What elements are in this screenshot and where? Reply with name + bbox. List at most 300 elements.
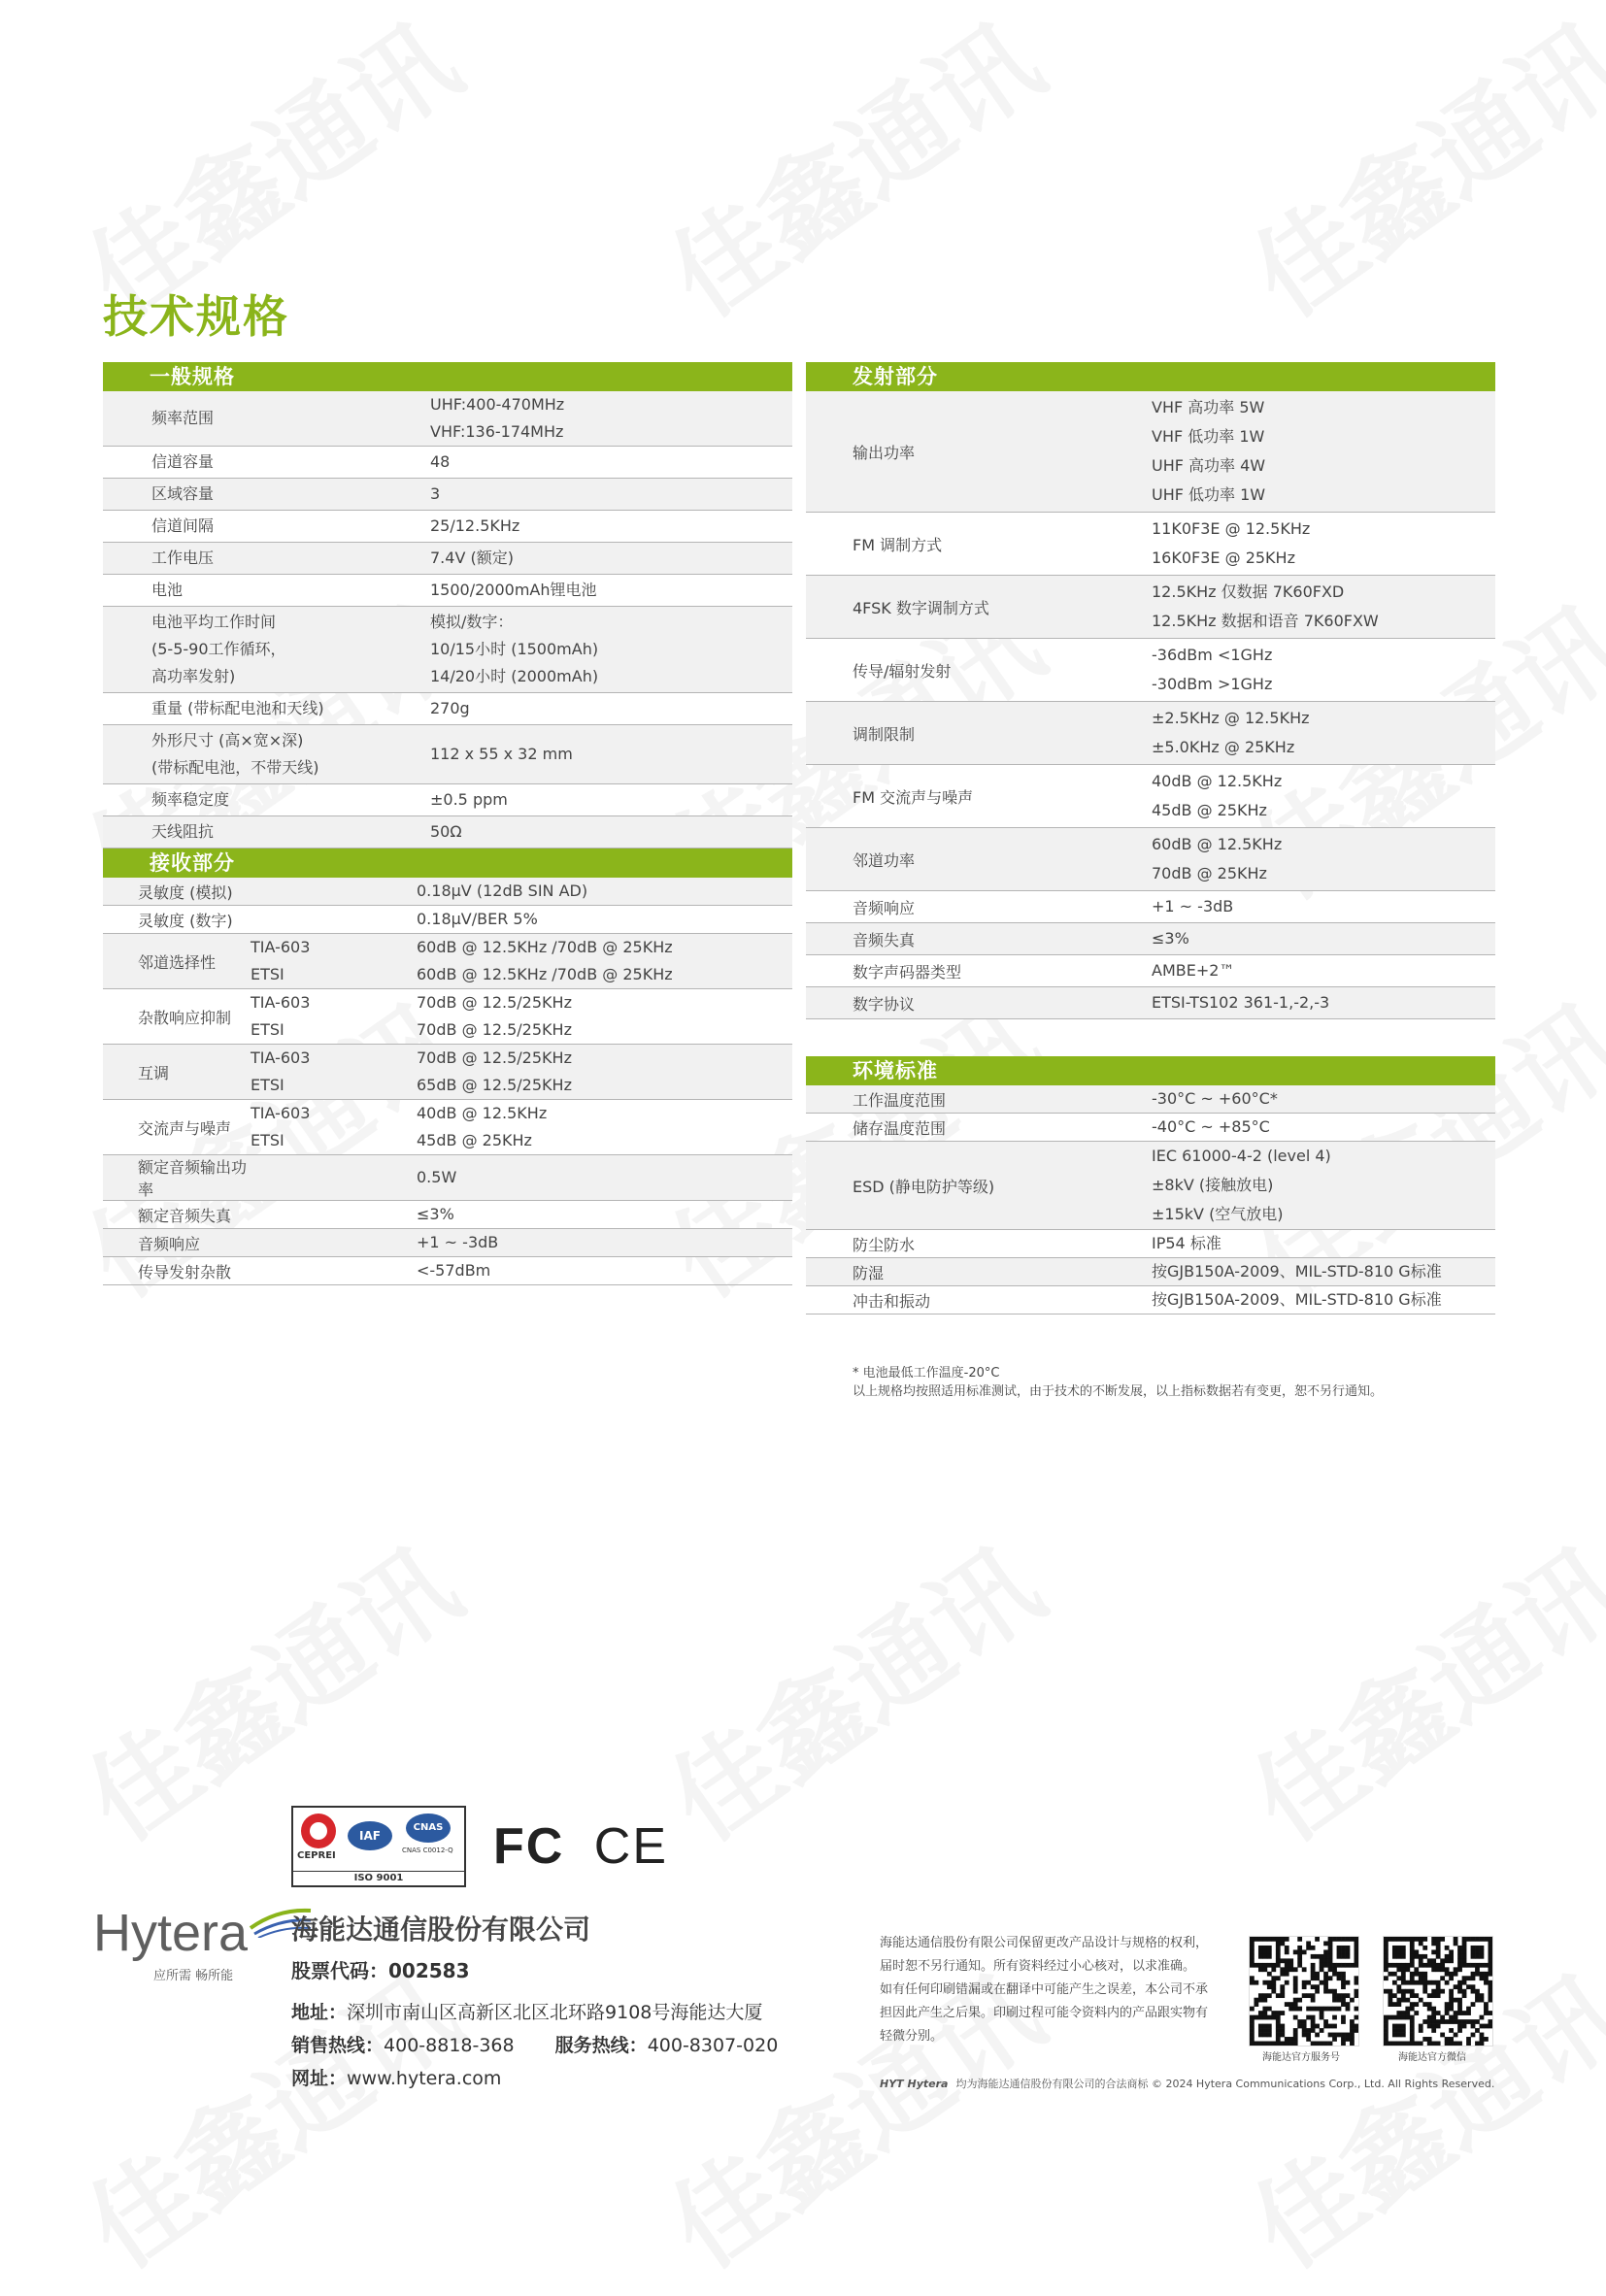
cell-line: UHF:400-470MHz — [430, 395, 565, 414]
spec-label: 防尘防水 — [806, 1230, 1152, 1258]
certification-logos — [291, 1806, 466, 1887]
spec-value — [1152, 391, 1495, 513]
cell-line: AMBE+2™ — [1152, 961, 1235, 980]
cell-lines — [417, 989, 792, 1044]
cell-line: 12.5KHz 仅数据 7K60FXD — [1152, 582, 1345, 601]
spec-label: 杂散响应抑制 — [103, 989, 251, 1045]
cell-line: +1 ~ -3dB — [417, 1233, 499, 1251]
cell-lines — [417, 878, 792, 905]
spec-row — [806, 391, 1495, 513]
spec-value — [1152, 891, 1495, 923]
spec-value — [430, 543, 792, 575]
cell-line: 14/20小时 (2000mAh) — [430, 667, 599, 685]
stock-value: 002583 — [388, 1959, 470, 1982]
spec-label: 调制限制 — [806, 702, 1152, 765]
spec-label: 额定音频输出功率 — [103, 1155, 251, 1201]
cell-lines — [417, 1100, 792, 1154]
cell-lines — [1152, 957, 1495, 984]
ce-mark: CE — [593, 1818, 669, 1875]
cell-lines — [1152, 893, 1495, 920]
spec-value — [417, 1229, 792, 1257]
cell-line: 60dB @ 12.5KHz /70dB @ 25KHz — [417, 965, 673, 983]
cell-line: 模拟/数字： — [430, 613, 514, 631]
hotlines — [291, 2031, 778, 2057]
cell-line: 70dB @ 12.5/25KHz — [417, 1048, 572, 1067]
qr-pattern — [1384, 1937, 1492, 2046]
cell-line: 60dB @ 12.5KHz — [1152, 835, 1283, 853]
cell-line: 12.5KHz 数据和语音 7K60FXW — [1152, 612, 1379, 630]
spec-value — [1152, 576, 1495, 639]
cell-line: 0.5W — [417, 1168, 457, 1186]
qr-pattern — [1250, 1937, 1358, 2046]
cell-lines — [1152, 704, 1495, 762]
cell-line: 3 — [430, 484, 441, 503]
cell-line: UHF 低功率 1W — [1152, 485, 1266, 504]
cell-line: (带标配电池，不带天线) — [151, 758, 319, 777]
cell-lines — [417, 1201, 792, 1228]
sales-value: 400-8818-368 — [384, 2035, 515, 2056]
spec-row — [103, 816, 792, 849]
spec-row — [806, 1142, 1495, 1230]
cell-line: 45dB @ 25KHz — [1152, 801, 1267, 819]
spec-standard — [251, 1155, 417, 1201]
general-spec-table — [103, 391, 792, 849]
cell-lines — [430, 577, 792, 604]
spec-row — [103, 1201, 792, 1229]
address — [291, 1998, 762, 2024]
spec-value — [1152, 639, 1495, 702]
watermark-text — [1219, 0, 1606, 345]
cell-lines — [151, 545, 430, 572]
cell-line: 40dB @ 12.5KHz — [1152, 772, 1283, 790]
cell-lines — [1152, 989, 1495, 1016]
spec-row — [103, 511, 792, 543]
iso-label: ISO 9001 — [293, 1871, 464, 1883]
legal-line: 届时恕不另行通知。所有资料经过小心核对，以求准确。 — [880, 1959, 1196, 1974]
spec-value — [1152, 1286, 1495, 1314]
spec-label — [103, 511, 430, 543]
spec-label: 音频响应 — [103, 1229, 251, 1257]
spec-value — [417, 878, 792, 906]
spec-value — [430, 511, 792, 543]
cell-lines — [151, 481, 430, 508]
address-label: 地址： — [291, 2002, 348, 2023]
spec-value — [1152, 923, 1495, 955]
cell-lines — [151, 405, 430, 432]
cell-line: 信道间隔 — [151, 516, 215, 535]
cell-line: (5-5-90工作循环， — [151, 640, 286, 658]
cell-lines — [151, 818, 430, 846]
cell-line: 270g — [430, 699, 470, 717]
spec-row — [103, 934, 792, 989]
spec-label: 额定音频失真 — [103, 1201, 251, 1229]
cell-line: 频率范围 — [151, 409, 215, 427]
cell-line: -36dBm <1GHz — [1152, 646, 1273, 664]
legal-line: 如有任何印刷错漏或在翻译中可能产生之误差，本公司不承 — [880, 1982, 1209, 1997]
cell-line: ETSI-TS102 361-1,-2,-3 — [1152, 993, 1330, 1012]
spec-row — [103, 479, 792, 511]
watermark-text — [1219, 1505, 1606, 1869]
cell-line: 40dB @ 12.5KHz — [417, 1104, 548, 1122]
cell-lines — [430, 818, 792, 846]
cell-line: 外形尺寸 (高×宽×深) — [151, 731, 304, 749]
environment-section-title: 环境标准 — [806, 1056, 1495, 1085]
spec-standard — [251, 934, 417, 989]
right-column — [806, 362, 1495, 1314]
spec-label: 储存温度范围 — [806, 1114, 1152, 1142]
spec-standard — [251, 1045, 417, 1100]
cnas-logo-icon: CNAS — [406, 1814, 451, 1843]
spec-label — [103, 607, 430, 693]
cell-line: 按GJB150A-2009、MIL-STD-810 G标准 — [1152, 1290, 1442, 1309]
spec-value — [430, 607, 792, 693]
spec-label: 灵敏度 (模拟) — [103, 878, 251, 906]
spec-standard — [251, 906, 417, 934]
spec-label — [103, 693, 430, 725]
spec-row — [806, 955, 1495, 987]
spec-row — [103, 989, 792, 1045]
cell-lines — [1152, 393, 1495, 510]
spec-label: 传导发射杂散 — [103, 1257, 251, 1285]
spec-row — [806, 576, 1495, 639]
cell-line: TIA-603 — [251, 1048, 311, 1067]
spec-value — [430, 479, 792, 511]
spec-row — [103, 607, 792, 693]
cell-line: 112 x 55 x 32 mm — [430, 745, 573, 763]
cell-lines — [417, 1257, 792, 1284]
cell-lines — [1152, 925, 1495, 952]
legal-notice — [880, 1932, 1229, 2048]
spec-row — [103, 543, 792, 575]
spec-value — [417, 906, 792, 934]
footnote-battery: * 电池最低工作温度-20°C — [853, 1366, 1000, 1381]
cell-lines — [1152, 830, 1495, 888]
spec-value — [430, 816, 792, 849]
spec-value — [1152, 987, 1495, 1019]
cell-lines — [417, 1229, 792, 1256]
spec-row — [103, 391, 792, 447]
spec-row — [806, 987, 1495, 1019]
spec-value — [430, 693, 792, 725]
stock-code — [291, 1955, 470, 1983]
legal-line: 海能达通信股份有限公司保留更改产品设计与规格的权利， — [880, 1936, 1209, 1950]
transmit-section-title: 发射部分 — [806, 362, 1495, 391]
spec-row — [103, 1155, 792, 1201]
spec-label: 音频失真 — [806, 923, 1152, 955]
environment-spec-table — [806, 1085, 1495, 1314]
spec-label: 互调 — [103, 1045, 251, 1100]
spec-label — [103, 784, 430, 816]
cell-line: 1500/2000mAh锂电池 — [430, 581, 597, 599]
spec-label: 邻道功率 — [806, 828, 1152, 891]
spec-label: 防湿 — [806, 1258, 1152, 1286]
cell-lines — [430, 741, 792, 768]
cell-line: 信道容量 — [151, 452, 215, 471]
spec-label: 输出功率 — [806, 391, 1152, 513]
cell-lines — [1152, 641, 1495, 699]
cell-lines — [251, 934, 417, 988]
cell-line: 电池平均工作时间 — [151, 613, 277, 631]
cell-line: -40°C ~ +85°C — [1152, 1117, 1270, 1136]
website — [291, 2064, 501, 2090]
cell-lines — [1152, 1085, 1495, 1113]
cell-lines — [430, 513, 792, 540]
spec-label: 传导/辐射发射 — [806, 639, 1152, 702]
spec-standard — [251, 1257, 417, 1285]
spec-value — [417, 989, 792, 1045]
spec-row — [806, 923, 1495, 955]
spec-row — [806, 1085, 1495, 1114]
cell-line: ≤3% — [1152, 929, 1189, 948]
spec-value — [1152, 1258, 1495, 1286]
cell-line: UHF 高功率 4W — [1152, 456, 1266, 475]
cell-line: 50Ω — [430, 822, 462, 841]
spec-label — [103, 391, 430, 447]
legal-line: 担因此产生之后果。印刷过程可能令资料内的产品跟实物有 — [880, 2006, 1209, 2020]
cell-line: ±15kV (空气放电) — [1152, 1205, 1284, 1223]
cell-lines — [151, 449, 430, 476]
cell-line: 70dB @ 12.5/25KHz — [417, 1020, 572, 1039]
spec-value — [417, 934, 792, 989]
cell-lines — [251, 989, 417, 1044]
spec-row — [103, 1229, 792, 1257]
qr-service-label: 海能达官方服务号 — [1262, 2052, 1340, 2063]
web-value[interactable]: www.hytera.com — [347, 2068, 502, 2089]
spec-value — [417, 1201, 792, 1229]
spec-label: 冲击和振动 — [806, 1286, 1152, 1314]
spec-value — [1152, 1142, 1495, 1230]
cell-line: 频率稳定度 — [151, 790, 230, 809]
cell-line: ETSI — [251, 1131, 284, 1149]
qr-code-wechat-icon — [1383, 1936, 1493, 2046]
spec-row — [806, 639, 1495, 702]
cell-line: TIA-603 — [251, 938, 311, 956]
cell-lines — [151, 513, 430, 540]
cell-line: ETSI — [251, 1020, 284, 1039]
cell-line: IP54 标准 — [1152, 1234, 1221, 1252]
spec-value — [417, 1045, 792, 1100]
cell-line: 11K0F3E @ 12.5KHz — [1152, 519, 1311, 538]
cell-lines — [1152, 1114, 1495, 1141]
spec-label: ESD (静电防护等级) — [806, 1142, 1152, 1230]
cell-line: 70dB @ 25KHz — [1152, 864, 1267, 882]
cell-line: ETSI — [251, 1076, 284, 1094]
cell-line: 区域容量 — [151, 484, 215, 503]
cell-line: 0.18μV (12dB SIN AD) — [417, 882, 588, 900]
cell-lines — [1152, 515, 1495, 573]
general-section-title: 一般规格 — [103, 362, 792, 391]
trademark-footer — [880, 2076, 1494, 2091]
spec-value — [1152, 513, 1495, 576]
address-value: 深圳市南山区高新区北区北环路9108号海能达大厦 — [347, 2002, 763, 2023]
spec-row — [806, 1286, 1495, 1314]
cell-line: 25/12.5KHz — [430, 516, 520, 535]
spec-value — [417, 1100, 792, 1155]
spec-value — [430, 784, 792, 816]
spec-row — [806, 1230, 1495, 1258]
cell-lines — [430, 609, 792, 690]
spec-row — [103, 784, 792, 816]
cell-line: 0.18μV/BER 5% — [417, 910, 538, 928]
cell-line: 重量 (带标配电池和天线) — [151, 699, 324, 717]
cell-line: 45dB @ 25KHz — [417, 1131, 532, 1149]
qr-code-service-icon — [1249, 1936, 1359, 2046]
spec-label: 交流声与噪声 — [103, 1100, 251, 1155]
cell-lines — [1152, 1230, 1495, 1257]
cell-line: TIA-603 — [251, 1104, 311, 1122]
cell-lines — [1152, 1286, 1495, 1314]
cell-lines — [430, 695, 792, 722]
cell-lines — [430, 391, 792, 446]
service-label: 服务热线： — [554, 2035, 648, 2056]
spec-row — [806, 702, 1495, 765]
cnas-sub-label: CNAS C0012-Q — [402, 1847, 453, 1854]
cell-line: 70dB @ 12.5/25KHz — [417, 993, 572, 1012]
spec-value — [430, 391, 792, 447]
cell-lines — [430, 449, 792, 476]
cell-line: 7.4V (额定) — [430, 549, 514, 567]
cell-lines — [430, 786, 792, 814]
spec-label: 数字声码器类型 — [806, 955, 1152, 987]
spec-value — [1152, 1085, 1495, 1114]
spec-label: 灵敏度 (数字) — [103, 906, 251, 934]
spec-label: 邻道选择性 — [103, 934, 251, 989]
hytera-logo-text: Hytera — [93, 1904, 249, 1962]
spec-value — [430, 575, 792, 607]
cell-line: 天线阻抗 — [151, 822, 215, 841]
ceprei-logo-icon — [301, 1814, 336, 1848]
spec-value — [1152, 765, 1495, 828]
fc-mark: FC — [493, 1818, 565, 1875]
spec-label — [103, 447, 430, 479]
fc-ce-marks — [493, 1817, 668, 1876]
hytera-logo — [93, 1903, 248, 1963]
cell-lines — [430, 481, 792, 508]
cell-lines — [151, 786, 430, 814]
spec-value — [417, 1257, 792, 1285]
cell-line: -30°C ~ +60°C* — [1152, 1089, 1278, 1108]
spec-label: 数字协议 — [806, 987, 1152, 1019]
cell-lines — [417, 934, 792, 988]
spec-label — [103, 725, 430, 784]
cell-line: 按GJB150A-2009、MIL-STD-810 G标准 — [1152, 1262, 1442, 1281]
spec-standard — [251, 878, 417, 906]
watermark-text — [636, 0, 1066, 345]
cell-line: VHF 高功率 5W — [1152, 398, 1265, 416]
spec-standard — [251, 1100, 417, 1155]
cell-lines — [151, 695, 430, 722]
cell-line: <-57dBm — [417, 1261, 491, 1280]
slogan: 应所需 畅所能 — [153, 1969, 234, 1983]
spec-value — [1152, 828, 1495, 891]
spec-value — [430, 725, 792, 784]
spec-row — [806, 513, 1495, 576]
sales-label: 销售热线： — [291, 2035, 385, 2056]
spec-value — [1152, 1230, 1495, 1258]
cell-lines — [417, 1164, 792, 1191]
cell-line: 48 — [430, 452, 451, 471]
cell-lines — [251, 1100, 417, 1154]
iaf-logo-icon: IAF — [348, 1821, 392, 1850]
cell-line: 60dB @ 12.5KHz /70dB @ 25KHz — [417, 938, 673, 956]
spec-row — [806, 891, 1495, 923]
cell-lines — [1152, 578, 1495, 636]
cell-line: 电池 — [151, 581, 184, 599]
cell-line: +1 ~ -3dB — [1152, 897, 1234, 915]
footer-brands: HYT Hytera — [880, 2078, 949, 2090]
watermark-text — [53, 1932, 484, 2296]
spec-label — [103, 479, 430, 511]
cell-line: VHF 低功率 1W — [1152, 427, 1265, 446]
cell-lines — [1152, 1258, 1495, 1285]
legal-line: 轻微分别。 — [880, 2029, 944, 2044]
spec-row — [806, 765, 1495, 828]
page-title: 技术规格 — [103, 290, 289, 343]
cell-lines — [1152, 767, 1495, 825]
cell-lines — [151, 609, 430, 690]
cell-line: ±8kV (接触放电) — [1152, 1176, 1274, 1194]
spec-standard — [251, 1229, 417, 1257]
spec-label: 4FSK 数字调制方式 — [806, 576, 1152, 639]
spec-standard — [251, 989, 417, 1045]
spec-row — [103, 693, 792, 725]
spec-standard — [251, 1201, 417, 1229]
watermark-text — [636, 1505, 1066, 1869]
cell-line: ±2.5KHz @ 12.5KHz — [1152, 709, 1310, 727]
service-value: 400-8307-020 — [647, 2035, 779, 2056]
cell-line: 16K0F3E @ 25KHz — [1152, 549, 1295, 567]
spec-label: 工作温度范围 — [806, 1085, 1152, 1114]
footnote-disclaimer: 以上规格均按照适用标准测试，由于技术的不断发展，以上指标数据若有变更，恕不另行通知。 — [853, 1384, 1384, 1399]
cell-line: 10/15小时 (1500mAh) — [430, 640, 599, 658]
spec-row — [103, 447, 792, 479]
web-label: 网址： — [291, 2068, 348, 2089]
spec-value — [1152, 702, 1495, 765]
cell-line: IEC 61000-4-2 (level 4) — [1152, 1147, 1331, 1165]
cell-lines — [1152, 1142, 1495, 1229]
cell-line: VHF:136-174MHz — [430, 422, 564, 441]
cell-line: 工作电压 — [151, 549, 215, 567]
footnotes — [853, 1363, 1383, 1400]
cell-line: TIA-603 — [251, 993, 311, 1012]
spec-row — [103, 575, 792, 607]
spec-value — [417, 1155, 792, 1201]
spec-value — [430, 447, 792, 479]
spec-row — [806, 828, 1495, 891]
spec-value — [1152, 1114, 1495, 1142]
receive-spec-table — [103, 878, 792, 1285]
spec-row — [103, 1100, 792, 1155]
cell-line: ±0.5 ppm — [430, 790, 508, 809]
cell-line: ≤3% — [417, 1205, 454, 1223]
cell-line: -30dBm >1GHz — [1152, 675, 1273, 693]
spec-row — [806, 1258, 1495, 1286]
cell-lines — [430, 545, 792, 572]
spec-row — [806, 1114, 1495, 1142]
cell-lines — [151, 577, 430, 604]
spec-label — [103, 816, 430, 849]
qr-wechat-label: 海能达官方微信 — [1398, 2052, 1466, 2063]
spec-label — [103, 543, 430, 575]
spec-label: 音频响应 — [806, 891, 1152, 923]
company-name: 海能达通信股份有限公司 — [291, 1913, 591, 1946]
spec-label: FM 交流声与噪声 — [806, 765, 1152, 828]
stock-label: 股票代码： — [291, 1959, 388, 1982]
receive-section-title: 接收部分 — [103, 849, 792, 878]
cell-lines — [417, 906, 792, 933]
ceprei-label: CEPREI — [297, 1850, 336, 1861]
cell-lines — [251, 1045, 417, 1099]
